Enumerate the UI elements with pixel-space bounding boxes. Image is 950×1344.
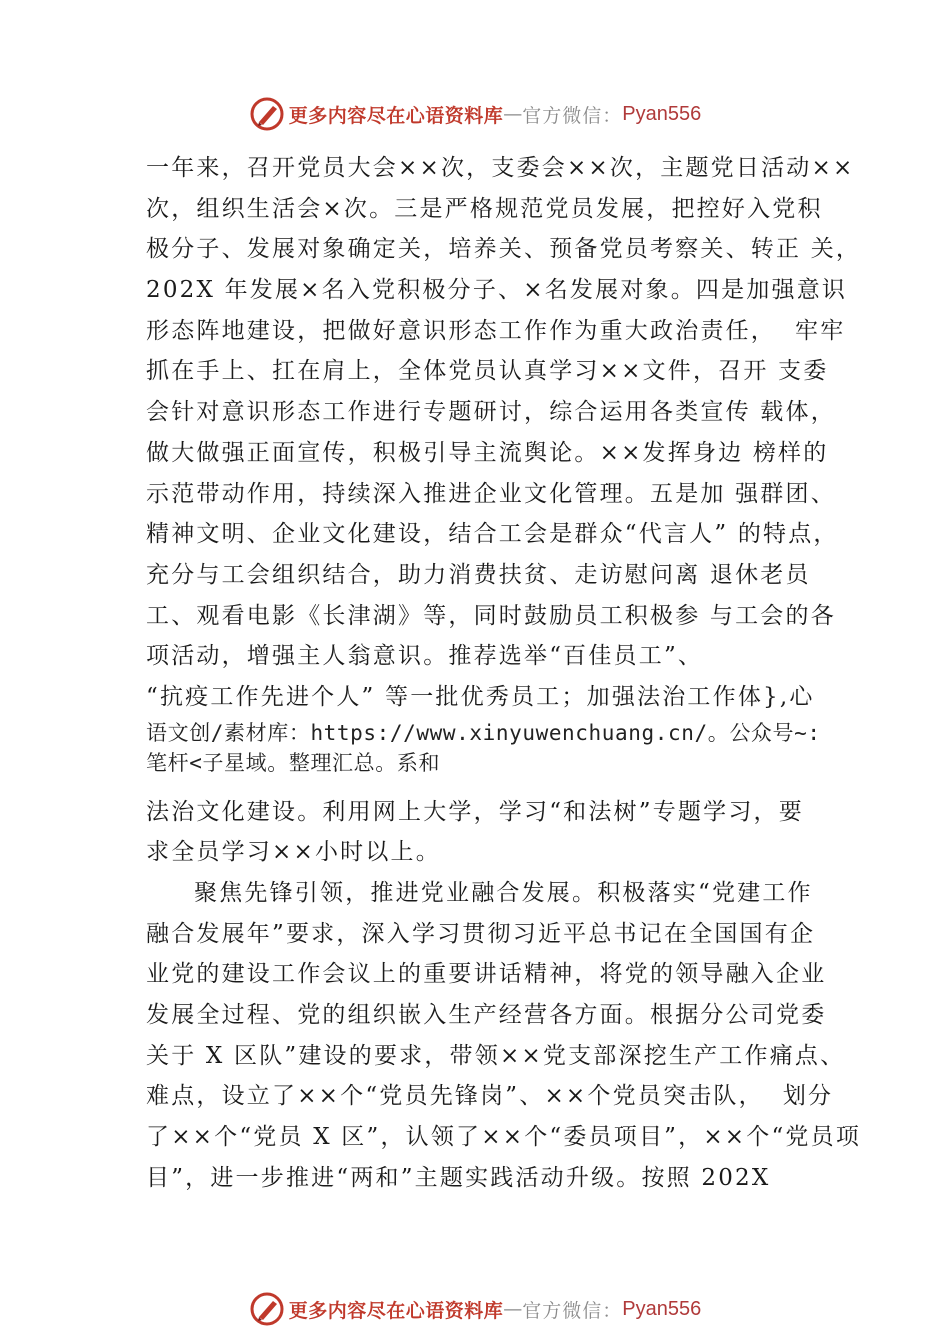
- text-line: 聚焦先锋引领，推进党业融合发展。积极落实“党建工作: [194, 880, 813, 906]
- text-line: 业党的建设工作会议上的重要讲话精神，将党的领导融入企业: [146, 961, 827, 988]
- text-line: 精神文明、企业文化建设，结合工会是群众“代言人” 的特点，: [146, 521, 839, 548]
- text-line: 融合发展年”要求，深入学习贯彻习近平总书记在全国国有企: [146, 920, 816, 947]
- text-line: “抗疫工作先进个人” 等一批优秀员工；加强法治工作体},心: [146, 683, 815, 710]
- text-line: 形态阵地建设，把做好意识形态工作作为重大政治责任， 牢牢: [146, 317, 846, 344]
- watermark-line: 笔杆<子星域。整理汇总。系和: [146, 750, 441, 775]
- banner-wechat-label: 官方微信：: [522, 1299, 623, 1322]
- paragraph-2: [146, 873, 866, 1199]
- pen-logo-icon: [249, 1291, 285, 1327]
- banner-dash: —: [503, 1298, 523, 1320]
- text-line: 202X 年发展×名入党积极分子、×名发展对象。四是加强意识: [146, 277, 848, 304]
- paragraph-1: [146, 148, 866, 873]
- text-line: 了××个“党员 X 区”，认领了××个“委员项目”，××个“党员项: [146, 1124, 862, 1151]
- text-line: 次，组织生活会×次。三是严格规范党员发展，把控好入党积: [146, 195, 823, 222]
- banner-wechat-id: Pyan556: [622, 1297, 702, 1320]
- text-line: 做大做强正面宣传，积极引导主流舆论。××发挥身边 榜样的: [146, 439, 829, 466]
- watermark-line: 语文创/素材库：https://www.xinyuwenchuang.cn/。公众号~:: [146, 720, 821, 745]
- banner-wechat-id: Pyan556: [622, 102, 702, 125]
- document-body: [146, 148, 866, 1199]
- text-line: 抓在手上、扛在肩上，全体党员认真学习××文件，召开 支委: [146, 358, 829, 385]
- banner-wechat-label: 官方微信：: [522, 104, 623, 127]
- text-line: 难点，设立了××个“党员先锋岗”、××个党员突击队， 划分: [146, 1083, 834, 1110]
- text-line: 目”，进一步推进“两和”主题实践活动升级。按照 202X: [146, 1164, 771, 1191]
- text-line: 项活动，增强主人翁意识。推荐选举“百佳员工”、: [146, 643, 704, 670]
- text-line: 工、观看电影《长津湖》等，同时鼓励员工积极参 与工会的各: [146, 602, 836, 629]
- text-line: 一年来，召开党员大会××次，支委会××次，主题党日活动××: [146, 155, 855, 181]
- banner-title: 更多内容尽在心语资料库: [288, 104, 504, 127]
- text-line: 求全员学习××小时以上。: [146, 839, 441, 866]
- pen-logo-icon: [249, 96, 285, 132]
- text-line: 发展全过程、党的组织嵌入生产经营各方面。根据分公司党委: [146, 1002, 827, 1029]
- banner-title: 更多内容尽在心语资料库: [288, 1299, 504, 1322]
- text-line: 极分子、发展对象确定关，培养关、预备党员考察关、转正 关，: [146, 236, 862, 263]
- banner-dash: —: [503, 103, 523, 125]
- footer-banner: [0, 1289, 950, 1329]
- text-line: 关于 X 区队”建设的要求，带领××党支部深挖生产工作痛点、: [146, 1042, 846, 1069]
- text-line: 法治文化建设。利用网上大学，学习“和法树”专题学习，要: [146, 798, 804, 825]
- header-banner: [0, 94, 950, 134]
- text-line: 充分与工会组织结合，助力消费扶贫、走访慰问离 退休老员: [146, 561, 811, 588]
- text-line: 示范带动作用，持续深入推进企业文化管理。五是加 强群团、: [146, 480, 836, 507]
- text-line: 会针对意识形态工作进行专题研讨，综合运用各类宣传 载体，: [146, 399, 836, 426]
